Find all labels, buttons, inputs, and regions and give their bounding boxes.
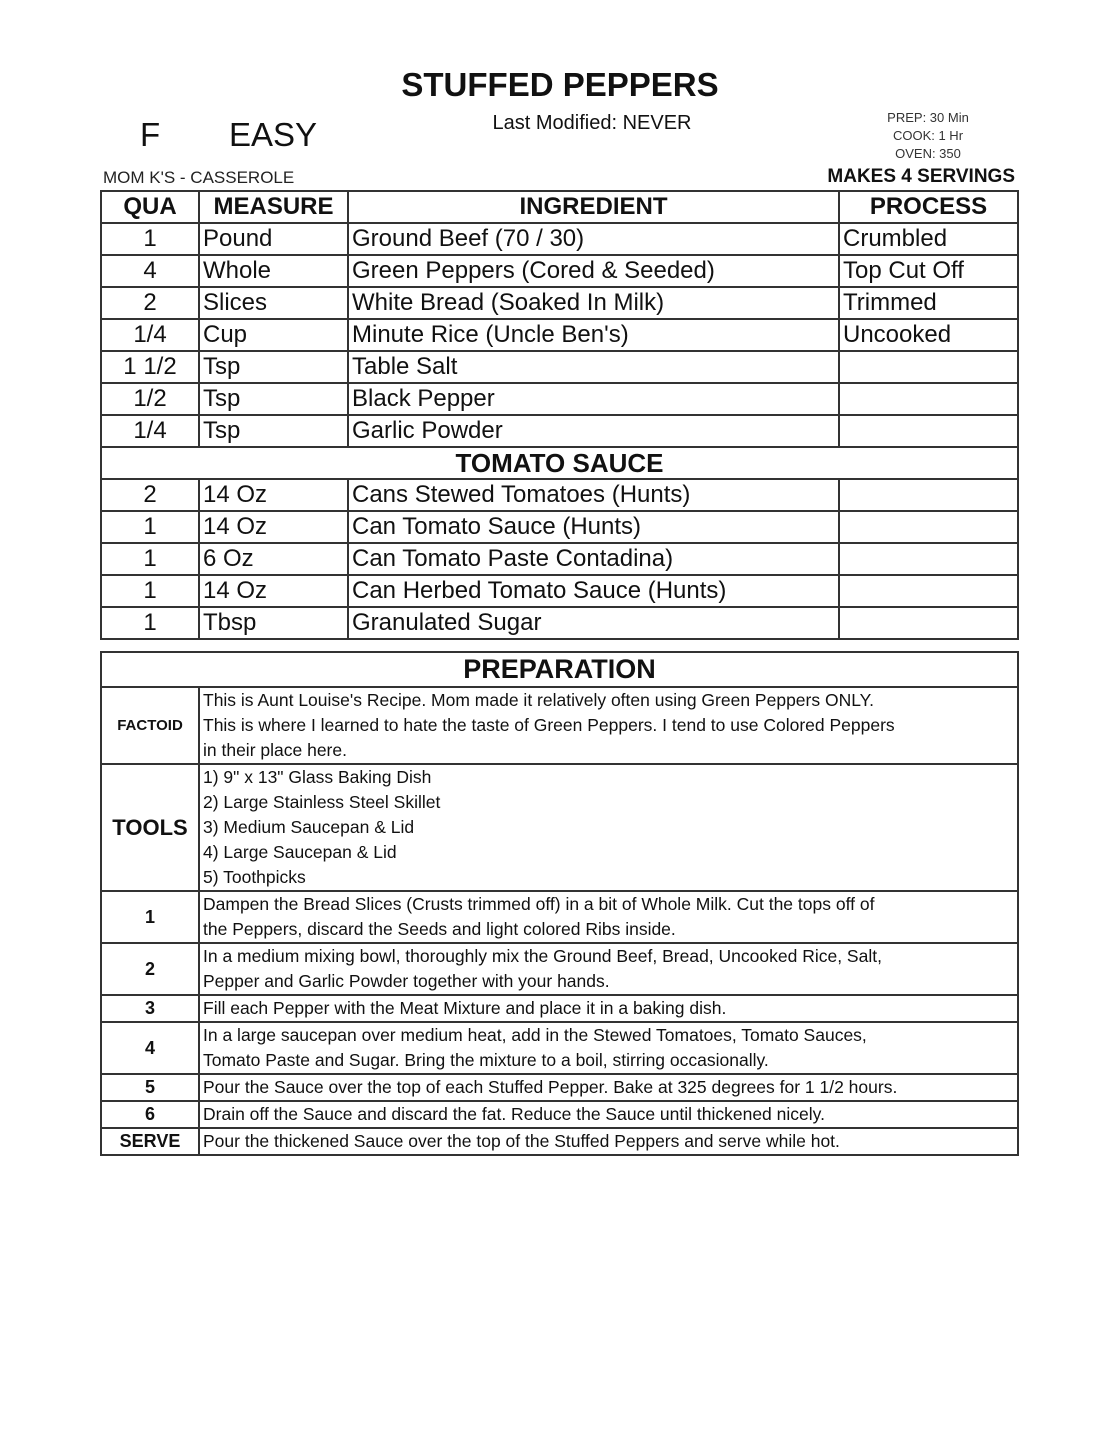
ingredient-qty: 1	[101, 543, 199, 575]
ingredient-measure: Tsp	[199, 415, 348, 447]
step-label: 3	[101, 995, 199, 1022]
ingredient-measure: Slices	[199, 287, 348, 319]
rating: F	[140, 116, 161, 153]
step-line: Dampen the Bread Slices (Crusts trimmed off) in a bit of Whole Milk. Cut the tops off of	[203, 894, 875, 914]
ingredient-row	[101, 223, 1018, 255]
ingredient-row	[101, 287, 1018, 319]
step-line: Pour the Sauce over the top of each Stuffed Pepper. Bake at 325 degrees for 1 1/2 hours.	[203, 1077, 898, 1097]
ingredient-name: Table Salt	[348, 351, 839, 383]
factoid-line: This is where I learned to hate the taste of Green Peppers. I tend to use Colored Peppers	[203, 715, 895, 735]
ingredient-name: Black Pepper	[348, 383, 839, 415]
ingredient-process: Uncooked	[839, 319, 1018, 351]
ingredient-name: Minute Rice (Uncle Ben's)	[348, 319, 839, 351]
servings: MAKES 4 SERVINGS	[827, 166, 1015, 187]
ingredient-measure: 14 Oz	[199, 479, 348, 511]
factoid-text	[199, 687, 1018, 764]
ingredient-process	[839, 351, 1018, 383]
ingredient-name: Garlic Powder	[348, 415, 839, 447]
difficulty: EASY	[229, 116, 318, 153]
ingredient-measure: Tsp	[199, 383, 348, 415]
ingredient-process	[839, 415, 1018, 447]
step-line: the Peppers, discard the Seeds and light colored Ribs inside.	[203, 919, 676, 939]
step-label: 1	[101, 891, 199, 943]
ingredient-name: White Bread (Soaked In Milk)	[348, 287, 839, 319]
ingredient-name: Cans Stewed Tomatoes (Hunts)	[348, 479, 839, 511]
ingredient-row	[101, 255, 1018, 287]
ingredient-name: Green Peppers (Cored & Seeded)	[348, 255, 839, 287]
factoid-row	[101, 687, 1018, 764]
step-label: SERVE	[101, 1128, 199, 1155]
times-block	[868, 109, 988, 163]
ingredient-qty: 4	[101, 255, 199, 287]
ingredient-qty: 1	[101, 511, 199, 543]
ingredient-process	[839, 575, 1018, 607]
ingredients-table	[100, 190, 1019, 640]
tool-item: 5) Toothpicks	[203, 867, 306, 887]
step-row	[101, 943, 1018, 995]
ingredient-qty: 1	[101, 575, 199, 607]
step-row	[101, 1022, 1018, 1074]
preparation-header-row	[101, 652, 1018, 687]
tool-item: 3) Medium Saucepan & Lid	[203, 817, 415, 837]
section-row	[101, 447, 1018, 479]
oven-temp: OVEN: 350	[895, 146, 961, 161]
ingredient-measure: 14 Oz	[199, 575, 348, 607]
ingredients-header-row	[101, 191, 1018, 223]
ingredient-name: Granulated Sugar	[348, 607, 839, 639]
factoid-line: This is Aunt Louise's Recipe. Mom made it relatively often using Green Peppers ONLY.	[203, 690, 874, 710]
ingredient-measure: Cup	[199, 319, 348, 351]
ingredient-row	[101, 415, 1018, 447]
tools-row	[101, 764, 1018, 891]
ingredient-name: Can Herbed Tomato Sauce (Hunts)	[348, 575, 839, 607]
ingredient-measure: Tsp	[199, 351, 348, 383]
ingredient-measure: Whole	[199, 255, 348, 287]
ingredient-process	[839, 383, 1018, 415]
preparation-heading: PREPARATION	[101, 652, 1018, 687]
step-row	[101, 891, 1018, 943]
ingredient-name: Can Tomato Paste Contadina)	[348, 543, 839, 575]
ingredient-row	[101, 607, 1018, 639]
ingredient-measure: Tbsp	[199, 607, 348, 639]
header-ingredient: INGREDIENT	[348, 191, 839, 223]
step-row	[101, 1128, 1018, 1155]
last-modified: Last Modified: NEVER	[492, 112, 692, 134]
tool-item: 2) Large Stainless Steel Skillet	[203, 792, 441, 812]
ingredient-process	[839, 511, 1018, 543]
ingredient-qty: 2	[101, 287, 199, 319]
step-line: Drain off the Sauce and discard the fat. Reduce the Sauce until thickened nicely.	[203, 1104, 825, 1124]
step-text	[199, 995, 1018, 1022]
ingredient-process: Trimmed	[839, 287, 1018, 319]
step-text	[199, 891, 1018, 943]
ingredient-measure: 14 Oz	[199, 511, 348, 543]
ingredient-qty: 1/2	[101, 383, 199, 415]
ingredient-name: Can Tomato Sauce (Hunts)	[348, 511, 839, 543]
step-text	[199, 1101, 1018, 1128]
cook-time: COOK: 1 Hr	[892, 128, 964, 143]
ingredient-qty: 1	[101, 223, 199, 255]
ingredient-row	[101, 319, 1018, 351]
step-label: 6	[101, 1101, 199, 1128]
category: MOM K'S - CASSEROLE	[103, 168, 295, 187]
ingredient-qty: 1	[101, 607, 199, 639]
step-row	[101, 995, 1018, 1022]
ingredient-process: Top Cut Off	[839, 255, 1018, 287]
tool-item: 1) 9" x 13" Glass Baking Dish	[203, 767, 432, 787]
step-text	[199, 1074, 1018, 1101]
step-text	[199, 943, 1018, 995]
ingredient-process	[839, 543, 1018, 575]
tools-label: TOOLS	[101, 764, 199, 891]
prep-time: PREP: 30 Min	[887, 110, 969, 125]
step-line: In a large saucepan over medium heat, add in the Stewed Tomatoes, Tomato Sauces,	[203, 1025, 867, 1045]
step-row	[101, 1101, 1018, 1128]
ingredient-measure: 6 Oz	[199, 543, 348, 575]
preparation-body	[101, 687, 1018, 1155]
ingredient-row	[101, 575, 1018, 607]
ingredient-row	[101, 383, 1018, 415]
ingredient-measure: Pound	[199, 223, 348, 255]
factoid-line: in their place here.	[203, 740, 347, 760]
ingredient-row	[101, 479, 1018, 511]
step-line: Fill each Pepper with the Meat Mixture and place it in a baking dish.	[203, 998, 727, 1018]
header-measure: MEASURE	[199, 191, 348, 223]
step-line: Pour the thickened Sauce over the top of the Stuffed Peppers and serve while hot.	[203, 1131, 840, 1151]
ingredient-row	[101, 511, 1018, 543]
step-label: 2	[101, 943, 199, 995]
ingredient-name: Ground Beef (70 / 30)	[348, 223, 839, 255]
header-process: PROCESS	[839, 191, 1018, 223]
ingredient-process	[839, 479, 1018, 511]
ingredient-qty: 1/4	[101, 319, 199, 351]
ingredients-body	[101, 223, 1018, 639]
step-text	[199, 1022, 1018, 1074]
ingredient-process	[839, 607, 1018, 639]
step-row	[101, 1074, 1018, 1101]
tool-item: 4) Large Saucepan & Lid	[203, 842, 397, 862]
step-label: 5	[101, 1074, 199, 1101]
step-line: Tomato Paste and Sugar. Bring the mixture to a boil, stirring occasionally.	[203, 1050, 769, 1070]
step-label: 4	[101, 1022, 199, 1074]
factoid-label: FACTOID	[101, 687, 199, 764]
recipe-title: STUFFED PEPPERS	[401, 66, 719, 103]
tools-list	[199, 764, 1018, 891]
ingredient-process: Crumbled	[839, 223, 1018, 255]
step-line: Pepper and Garlic Powder together with your hands.	[203, 971, 610, 991]
ingredient-qty: 1 1/2	[101, 351, 199, 383]
ingredient-qty: 1/4	[101, 415, 199, 447]
ingredient-qty: 2	[101, 479, 199, 511]
step-line: In a medium mixing bowl, thoroughly mix the Ground Beef, Bread, Uncooked Rice, Salt,	[203, 946, 882, 966]
ingredient-row	[101, 543, 1018, 575]
header-qty: QUA	[101, 191, 199, 223]
preparation-table	[100, 651, 1019, 1156]
section-heading-tomato-sauce: TOMATO SAUCE	[101, 447, 1018, 479]
ingredient-row	[101, 351, 1018, 383]
step-text	[199, 1128, 1018, 1155]
